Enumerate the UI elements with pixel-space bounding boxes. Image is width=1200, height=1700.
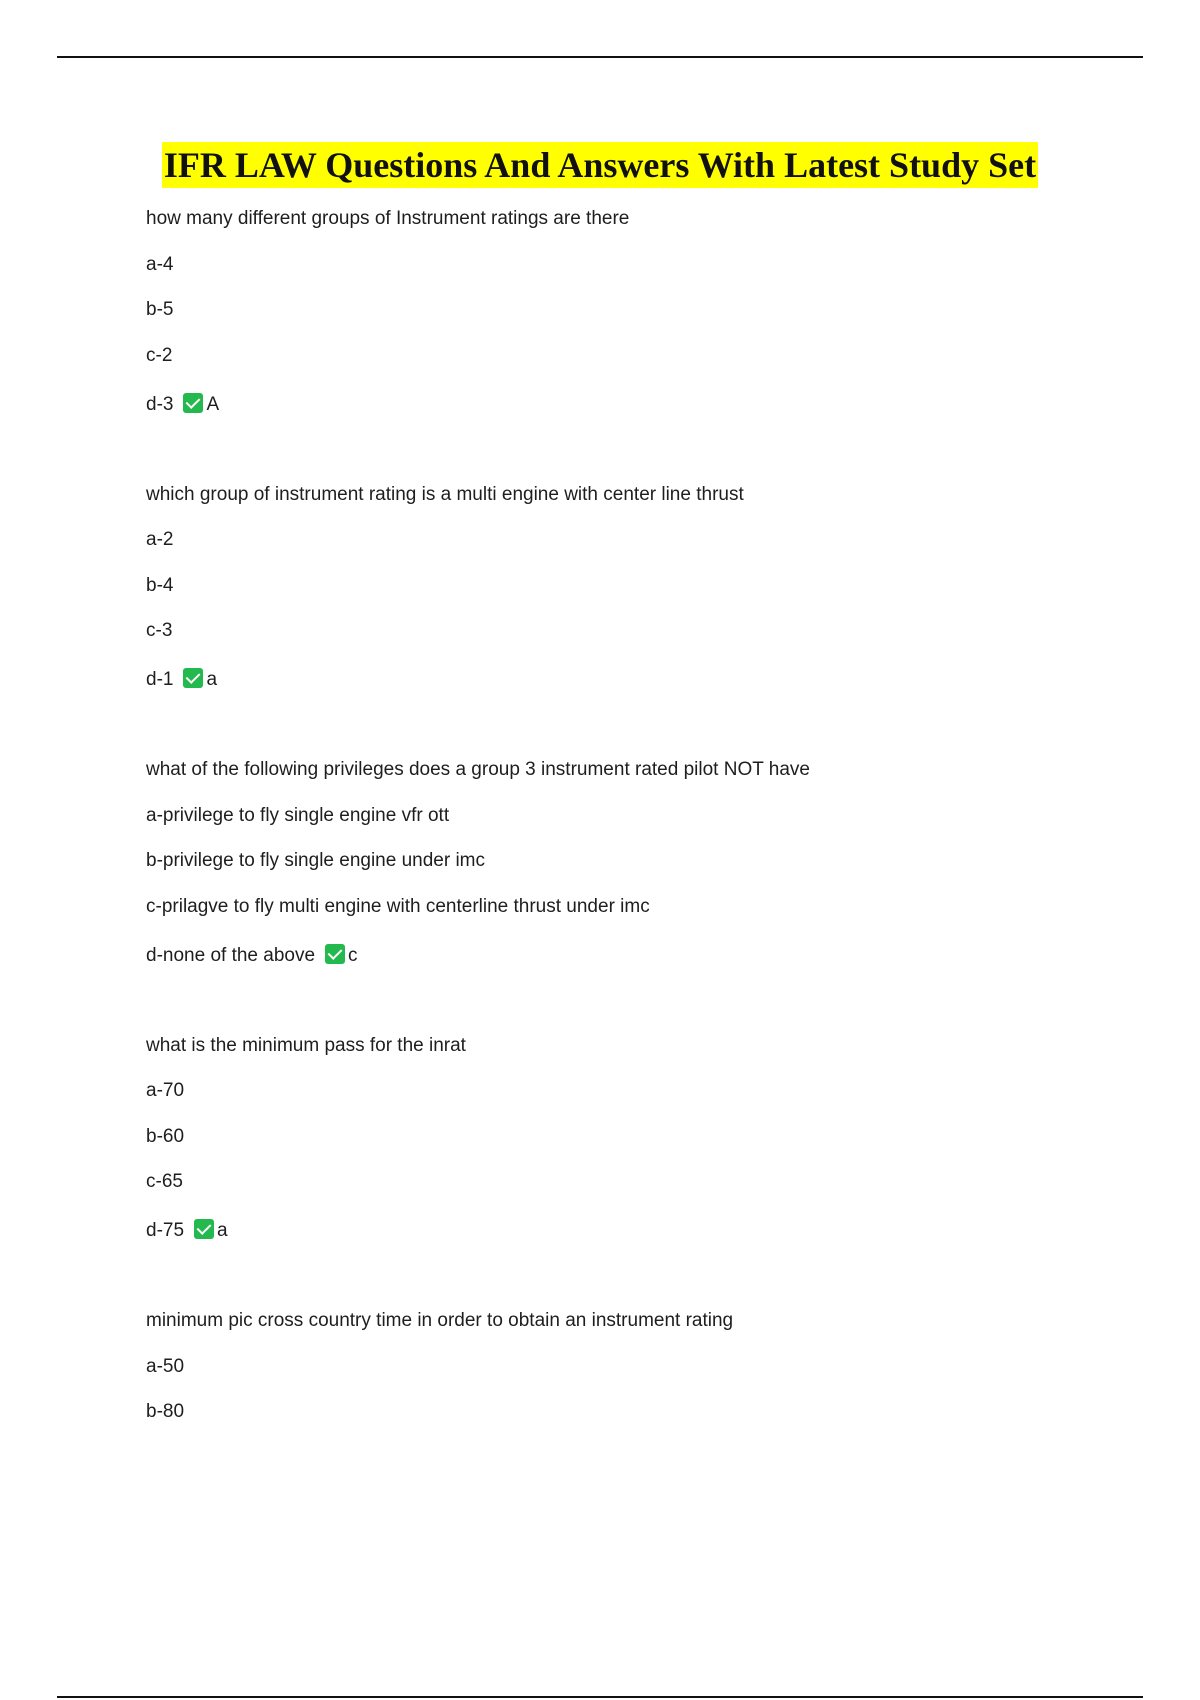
question-2-option-b: b-4 bbox=[146, 575, 174, 596]
question-4-option-c: c-65 bbox=[146, 1171, 183, 1192]
question-1-option-d-row bbox=[146, 393, 219, 417]
question-1-option-c: c-2 bbox=[146, 345, 173, 366]
question-3-option-d-row bbox=[146, 944, 358, 968]
question-4: what is the minimum pass for the inrat bbox=[146, 1035, 466, 1056]
question-1-option-b: b-5 bbox=[146, 299, 174, 320]
question-3-answer: c bbox=[348, 945, 358, 966]
question-2-option-d-row bbox=[146, 668, 217, 692]
page-title: IFR LAW Questions And Answers With Latest Study Set bbox=[162, 142, 1038, 188]
question-4-option-d: d-75 bbox=[146, 1220, 185, 1241]
question-4-option-a: a-70 bbox=[146, 1080, 185, 1101]
question-2-option-d: d-1 bbox=[146, 669, 174, 690]
top-rule bbox=[57, 56, 1143, 58]
question-5-option-a: a-50 bbox=[146, 1356, 185, 1377]
question-3-option-b: b-privilege to fly single engine under imc bbox=[146, 850, 486, 871]
checkmark-icon bbox=[325, 944, 345, 964]
question-1-answer: A bbox=[206, 394, 220, 415]
bottom-rule bbox=[57, 1696, 1143, 1698]
question-4-option-b: b-60 bbox=[146, 1126, 185, 1147]
question-3-option-c: c-prilagve to fly multi engine with centerline thrust under imc bbox=[146, 896, 650, 917]
question-5-option-b: b-80 bbox=[146, 1401, 185, 1422]
question-3-option-a: a-privilege to fly single engine vfr ott bbox=[146, 805, 450, 826]
question-4-option-d-row bbox=[146, 1219, 228, 1243]
question-1-option-d: d-3 bbox=[146, 394, 174, 415]
question-3-option-d: d-none of the above bbox=[146, 945, 316, 966]
question-2-option-c: c-3 bbox=[146, 620, 173, 641]
title-block bbox=[0, 142, 1200, 188]
question-5: minimum pic cross country time in order to obtain an instrument rating bbox=[146, 1310, 734, 1331]
question-2-option-a: a-2 bbox=[146, 529, 174, 550]
question-2-answer: a bbox=[206, 669, 218, 690]
checkmark-icon bbox=[183, 668, 203, 688]
checkmark-icon bbox=[194, 1219, 214, 1239]
checkmark-icon bbox=[183, 393, 203, 413]
question-2: which group of instrument rating is a multi engine with center line thrust bbox=[146, 484, 744, 505]
question-3: what of the following privileges does a group 3 instrument rated pilot NOT have bbox=[146, 759, 810, 780]
question-4-answer: a bbox=[217, 1220, 228, 1241]
question-1-option-a: a-4 bbox=[146, 254, 174, 275]
question-1: how many different groups of Instrument ratings are there bbox=[146, 208, 630, 229]
